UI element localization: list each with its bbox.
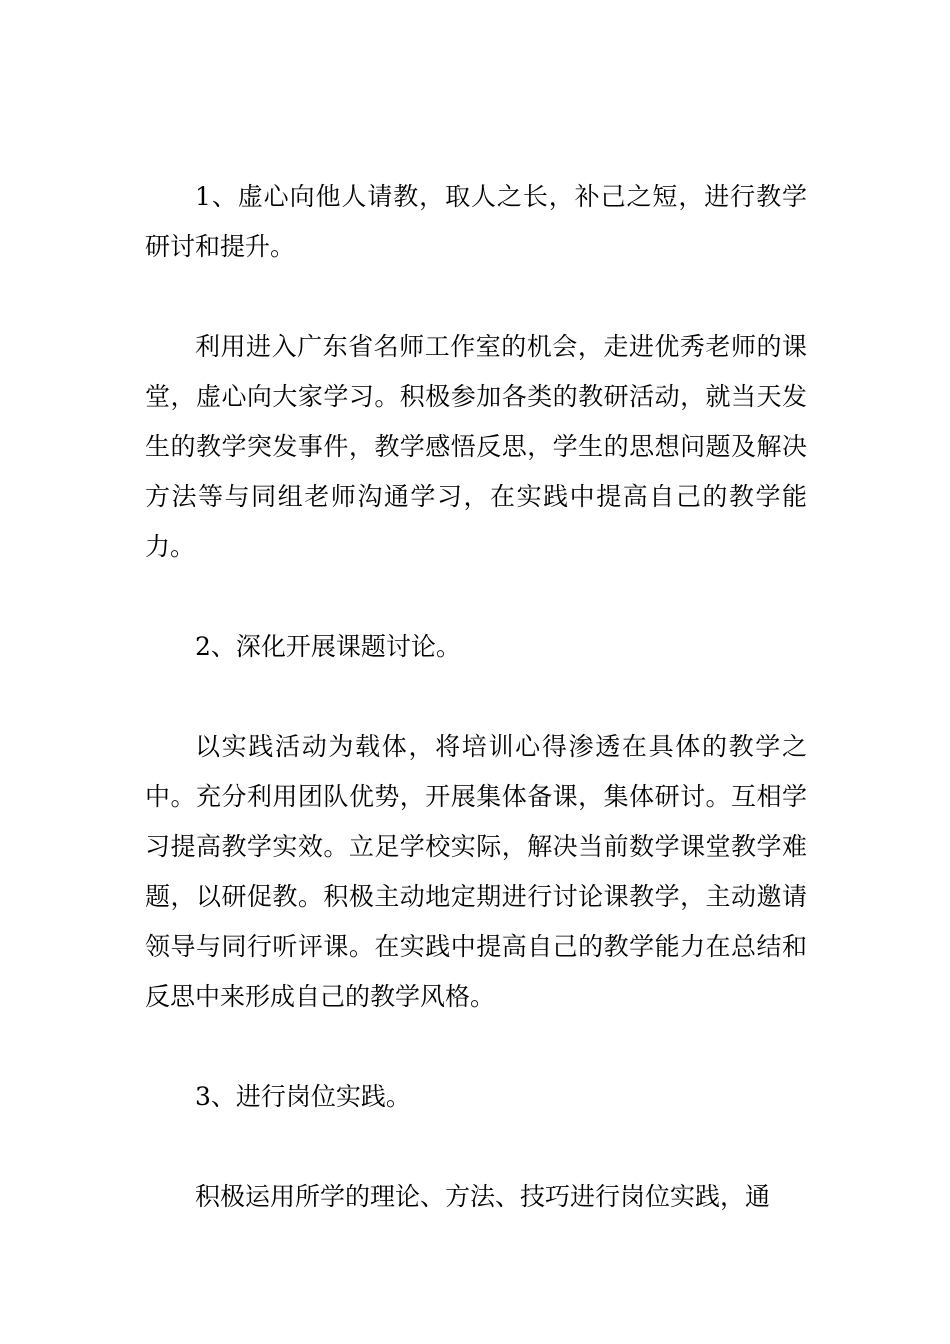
section-1-body: 利用进入广东省名师工作室的机会，走进优秀老师的课堂，虚心向大家学习。积极参加各类的教研活动，就当天发生的教学突发事件，教学感悟反思，学生的思想问题及解决方法等与同组老师沟通学习，在实践中提高自己的教学能力。 xyxy=(145,332,807,561)
section-1-heading: 1、虚心向他人请教，取人之长，补己之短，进行教学研讨和提升。 xyxy=(145,182,807,261)
section-2-heading: 2、深化开展课题讨论。 xyxy=(195,632,461,661)
document-page xyxy=(145,172,807,1222)
section-2-body: 以实践活动为载体，将培训心得渗透在具体的教学之中。充分利用团队优势，开展集体备课，集体研讨。互相学习提高教学实效。立足学校实际，解决当前数学课堂教学难题，以研促教。积极主动地定期进行讨论课教学，主动邀请领导与同行听评课。在实践中提高自己的教学能力在总结和反思中来形成自己的教学风格。 xyxy=(145,732,807,1011)
section-3-heading: 3、进行岗位实践。 xyxy=(195,1082,411,1111)
section-3-body: 积极运用所学的理论、方法、技巧进行岗位实践，通 xyxy=(195,1182,771,1211)
